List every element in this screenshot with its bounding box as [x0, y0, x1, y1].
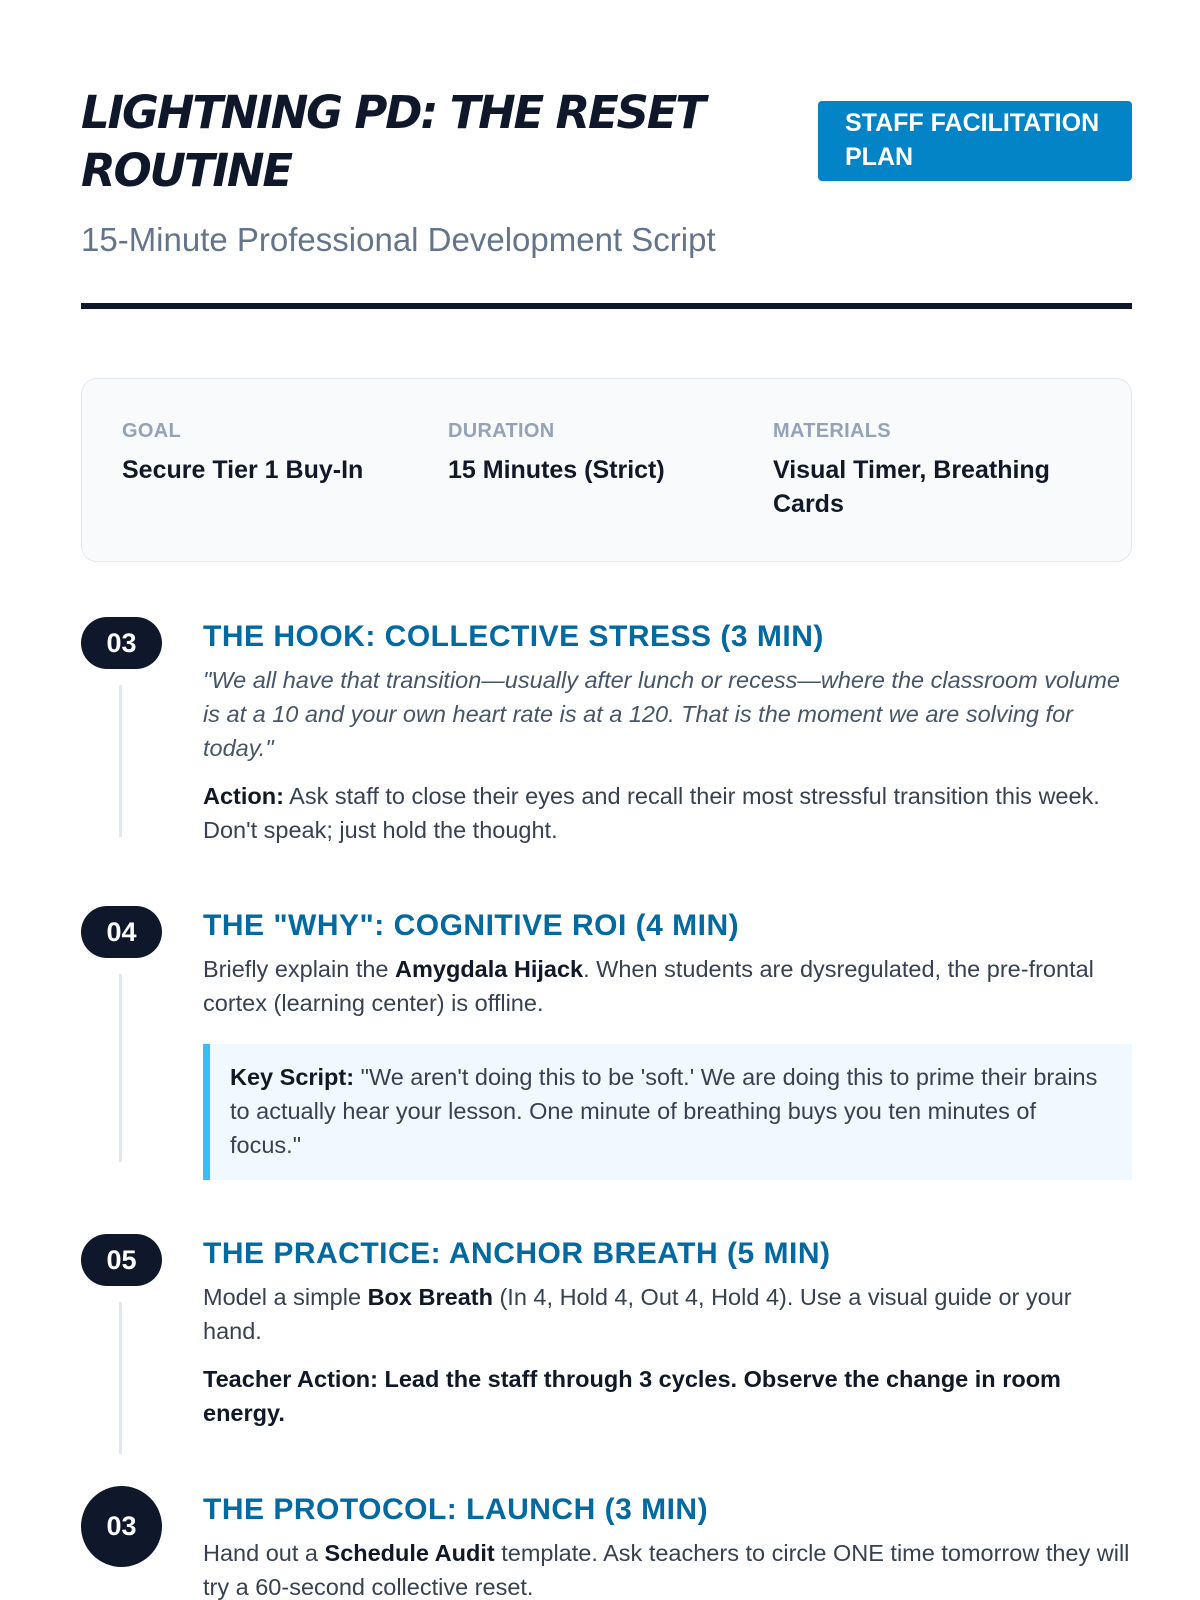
step-title: THE "WHY": COGNITIVE ROI (4 MIN) [203, 909, 740, 942]
text-segment: Briefly explain the [203, 956, 396, 982]
text-segment: Model a simple [203, 1284, 368, 1310]
step-description [203, 1280, 1132, 1348]
page-header [81, 84, 1132, 200]
step-content [203, 1490, 1132, 1600]
action-text: Ask staff to close their eyes and recall their most stressful transition this week. Don't speak; just hold the thought. [203, 783, 1100, 843]
text-emphasis: Amygdala Hijack [395, 956, 584, 982]
info-value: 15 Minutes (Strict) [448, 456, 665, 484]
callout-label: Key Script: [230, 1064, 355, 1090]
step-number-badge: 03 [81, 617, 162, 669]
page-subtitle: 15-Minute Professional Development Script [81, 221, 716, 258]
info-label: DURATION [448, 420, 555, 442]
step-description [203, 952, 1132, 1020]
step-quote: "We all have that transition—usually after lunch or recess—where the classroom volume is at a 10 and your own heart rate is at a 120. That is the moment we are solving for today." [203, 667, 1120, 761]
timeline-connector [119, 974, 122, 1162]
text-segment: Hand out a [203, 1540, 325, 1566]
step-title: THE PROTOCOL: LAUNCH (3 MIN) [203, 1493, 709, 1526]
text-emphasis: Box Breath [367, 1284, 493, 1310]
step-description [203, 1536, 1132, 1600]
page-title: LIGHTNING PD: THE RESET ROUTINE [81, 86, 704, 197]
teacher-action: Teacher Action: Lead the staff through 3 cycles. Observe the change in room energy. [203, 1366, 1061, 1426]
info-duration [448, 419, 738, 487]
step-number-badge: 03 [81, 1486, 162, 1567]
step-title: THE PRACTICE: ANCHOR BREATH (5 MIN) [203, 1237, 831, 1270]
step-title: THE HOOK: COLLECTIVE STRESS (3 MIN) [203, 620, 824, 653]
staff-facilitation-badge: STAFF FACILITATION PLAN [818, 101, 1132, 181]
text-segment: (In 4, Hold 4, Out 4, Hold 4). Use a visual guide or your hand. [203, 1284, 1072, 1344]
header-divider [81, 303, 1132, 309]
action-label: Action: [203, 783, 284, 809]
info-value: Visual Timer, Breathing Cards [773, 456, 1050, 518]
step-number-badge: 04 [81, 906, 162, 958]
info-card [81, 378, 1132, 562]
info-materials [773, 419, 1073, 521]
info-goal [122, 419, 412, 487]
step-content [203, 1234, 1132, 1430]
callout-text: "We aren't doing this to be 'soft.' We are doing this to prime their brains to actually hear your lesson. One minute of breathing buys you ten minutes of focus." [230, 1064, 1098, 1158]
timeline-connector [119, 1302, 122, 1454]
timeline-connector [119, 685, 122, 837]
info-label: GOAL [122, 420, 181, 442]
step-content [203, 617, 1132, 847]
step-number-badge: 05 [81, 1234, 162, 1286]
key-script-callout [203, 1044, 1132, 1180]
step-content [203, 906, 1132, 1180]
info-label: MATERIALS [773, 420, 891, 442]
text-segment: . When students are dysregulated, the pre-frontal cortex (learning center) is offline. [203, 956, 1094, 1016]
text-emphasis: Schedule Audit [324, 1540, 495, 1566]
info-value: Secure Tier 1 Buy-In [122, 456, 364, 484]
text-segment: template. Ask teachers to circle ONE time tomorrow they will try a 60-second collective reset. [203, 1540, 1130, 1600]
step-action [203, 779, 1132, 847]
